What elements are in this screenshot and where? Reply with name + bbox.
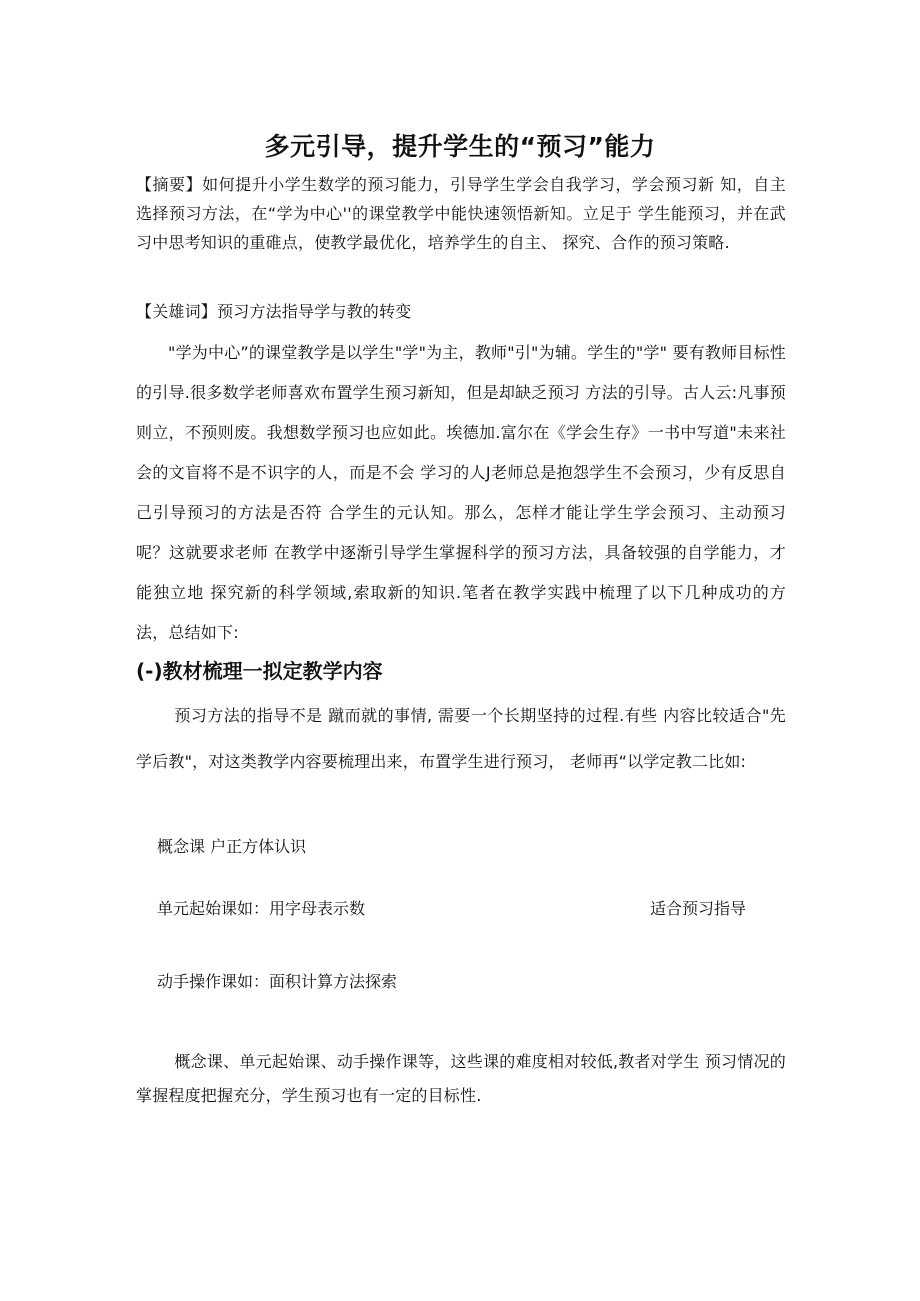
list-item-hands-on: 动手操作课如：面积计算方法探索 [157,972,398,991]
list-item-unit-start: 单元起始课如：用字母表示数 [157,899,366,918]
section-paragraph: 预习方法的指导不是 蹴而就的事情, 需要一个长期坚持的过程.有些 内容比较适合"先学后教"，对这类教学内容要梳理出来，布置学生进行预习， 老师再“以学定教二比如: [136,706,786,771]
list-item-concept: 概念课 户正方体认识 [157,837,307,856]
abstract-paragraph: 【摘要】如何提升小学生数学的预习能力，引导学生学会自我学习，学会预习新 知，自主选择预习方法，在“学为中心''的课堂教学中能快速领悟新知。立足于 学生能预习，并在武习中思考知识的重碓点，使教学最优化，培养学生的自主、 探究、合作的预习策略. [136,175,786,252]
closing-paragraph: 概念课、单元起始课、动手操作课等，这些课的难度相对较低,教者对学生 预习情况的掌握程度把握充分，学生预习也有一定的目标性. [136,1052,786,1105]
section-heading: (-)教材梳理一拟定教学内容 [136,659,383,683]
page-title: 多元引导，提升学生的“预习”能力 [264,131,656,161]
intro-paragraph: "学为中心”的课堂教学是以学生"学"为主，教师"引"为辅。学生的"学" 要有教师目标性的引导.很多数学老师喜欢布置学生预习新知，但是却缺乏预习 方法的引导。古人云:凡事预则立，不预则废。我想数学预习也应如此。埃德加.富尔在《学会生存》一书中写道"未来社会的文盲将不是不识字的人，而是不会 学习的人J老师总是抱怨学生不会预习，少有反思自己引导预习的方法是否符 合学生的元认知。那么，怎样才能让学生学会预习、主动预习呢？这就要求老师 在教学中逐渐引导学生掌握科学的预习方法，具备较强的自学能力，才能独立地 探究新的科学领域,索取新的知识.笔者在教学实践中梳理了以下几种成功的方 法，总结如下: [136,343,786,642]
keywords-line: 【关雄词】预习方法指导学与教的转变 [136,302,412,321]
list-side-note: 适合预习指导 [650,899,747,918]
